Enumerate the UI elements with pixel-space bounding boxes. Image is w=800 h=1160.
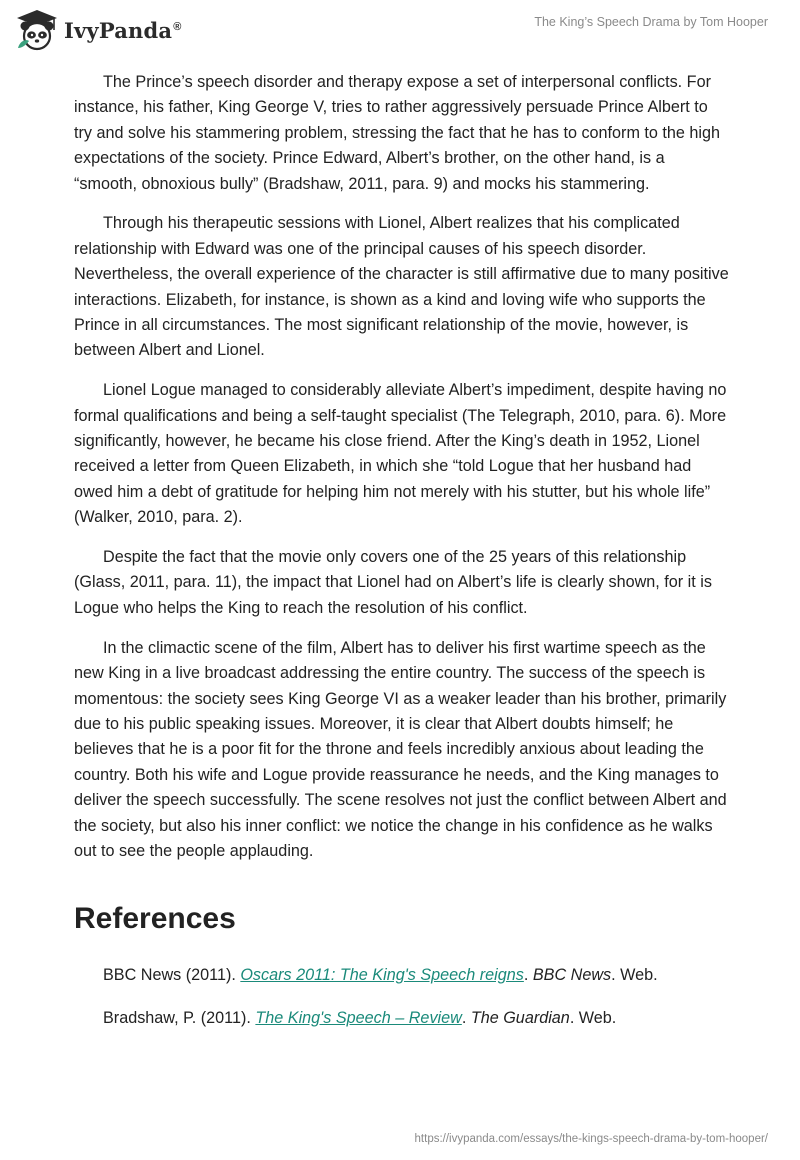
logo-text bbox=[64, 18, 182, 43]
paragraph: The Prince’s speech disorder and therapy expose a set of interpersonal conflicts. For instance, his father, King George V, tries to rather aggressively persuade Prince Albert to try and solve his stammering problem, stressing the fact that he has to conform to the high expectations of the society. Prince Edward, Albert’s brother, on the other hand, is a “smooth, obnoxious bully” (Bradshaw, 2011, para. 9) and mocks his stammering. bbox=[74, 73, 721, 193]
reference-separator: . bbox=[523, 966, 533, 984]
panda-graduate-icon bbox=[14, 8, 60, 52]
document-title: The King’s Speech Drama by Tom Hooper bbox=[534, 15, 768, 29]
references-heading: References bbox=[74, 902, 236, 935]
reference-publication: BBC News bbox=[532, 966, 612, 984]
references-list bbox=[103, 963, 733, 1049]
page-header bbox=[0, 0, 800, 60]
logo-name: IvyPanda bbox=[64, 17, 173, 43]
reference-publication: The Guardian bbox=[470, 1009, 570, 1027]
reference-item bbox=[103, 963, 733, 988]
paragraph: Despite the fact that the movie only covers one of the 25 years of this relationship (Glass, 2011, para. 11), the impact that Lionel had on Albert’s life is clearly shown, for it is Logue who helps the King to reach the resolution of his conflict. bbox=[74, 548, 712, 617]
paragraph: Through his therapeutic sessions with Lionel, Albert realizes that his complicated relationship with Edward was one of the principal causes of his speech disorder. Nevertheless, the overall experience of the character is still affirmative due to many positive interactions. Elizabeth, for instance, is shown as a kind and loving wife who supports the Prince in all circumstances. The most significant relationship of the movie, however, is between Albert and Lionel. bbox=[74, 214, 729, 360]
reference-tail: . Web. bbox=[569, 1009, 617, 1027]
essay-body bbox=[74, 70, 729, 879]
registered-mark: ® bbox=[173, 20, 182, 33]
reference-separator: . bbox=[461, 1009, 471, 1027]
ivypanda-logo[interactable] bbox=[14, 8, 182, 52]
reference-tail: . Web. bbox=[611, 966, 658, 984]
reference-link[interactable]: Oscars 2011: The King's Speech reigns bbox=[240, 966, 524, 984]
reference-author: Bradshaw, P. (2011). bbox=[103, 1009, 256, 1027]
footer-url[interactable]: https://ivypanda.com/essays/the-kings-speech-drama-by-tom-hooper/ bbox=[414, 1133, 768, 1145]
paragraph: Lionel Logue managed to considerably alleviate Albert’s impediment, despite having no formal qualifications and being a self-taught specialist (The Telegraph, 2010, para. 6). More significantly, however, he became his close friend. After the King’s death in 1952, Lionel received a letter from Queen Elizabeth, in which she “told Logue that her husband had owed him a debt of gratitude for helping him not merely with his stutter, but his whole life” (Walker, 2010, para. 2). bbox=[74, 381, 727, 527]
reference-item bbox=[103, 1006, 733, 1031]
paragraph: In the climactic scene of the film, Albert has to deliver his first wartime speech as the new King in a live broadcast addressing the entire country. The success of the speech is momentous: the society sees King George VI as a weaker leader than his brother, primarily due to his public speaking issues. Moreover, it is clear that Albert doubts himself; he believes that he is a poor fit for the throne and feels incredibly anxious about leading the country. Both his wife and Logue provide reassurance he needs, and the King manages to deliver the speech successfully. The scene resolves not just the conflict between Albert and the society, but also his inner conflict: we notice the change in his confidence as he walks out to see the people applauding. bbox=[74, 638, 727, 860]
reference-author: BBC News (2011). bbox=[103, 966, 241, 984]
reference-link[interactable]: The King's Speech – Review bbox=[255, 1009, 462, 1027]
